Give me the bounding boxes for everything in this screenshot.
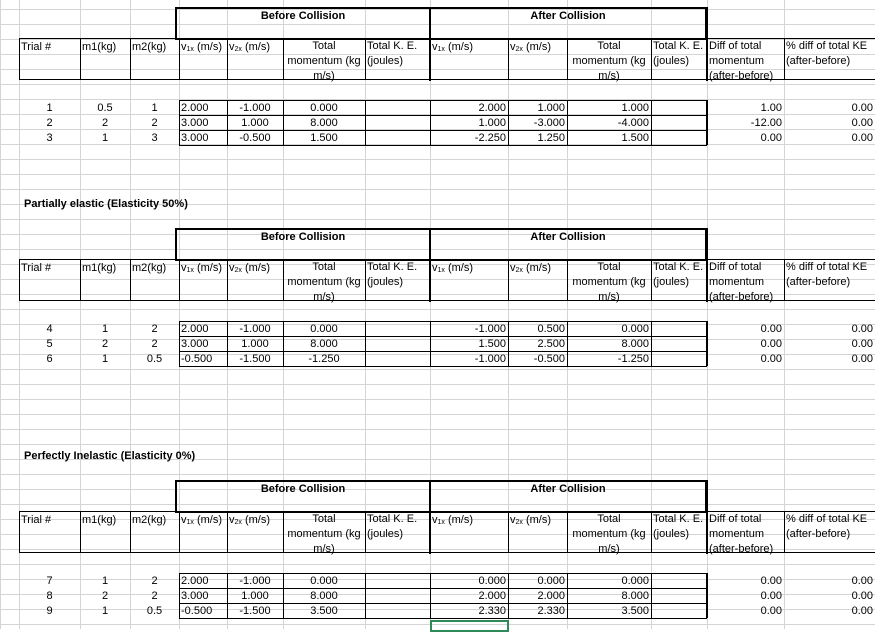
- table-cell-v2a[interactable]: 2.500: [537, 338, 565, 350]
- table-cell-dp[interactable]: 0.00: [760, 575, 782, 587]
- velocity-subscript: 2x: [515, 267, 523, 274]
- table-cell-pa[interactable]: 8.000: [621, 338, 649, 350]
- table-cell-pa[interactable]: 0.000: [621, 323, 649, 335]
- velocity-subscript: 2x: [515, 519, 523, 526]
- velocity-units: (m/s): [193, 262, 223, 274]
- velocity-symbol: v: [229, 41, 235, 53]
- table-cell-m1[interactable]: 2: [101, 590, 109, 602]
- data-bottom-border: [179, 618, 707, 619]
- table-cell-kea[interactable]: [651, 589, 707, 603]
- table-cell-v2a[interactable]: 0.000: [537, 575, 565, 587]
- table-cell-v1a[interactable]: -2.250: [474, 132, 506, 144]
- column-header-total-ke-after[interactable]: Total K. E. (joules): [653, 40, 704, 67]
- table-cell-dke[interactable]: 0.00: [851, 590, 873, 602]
- table-cell-v2b[interactable]: 1.000: [241, 338, 269, 350]
- table-cell-m2[interactable]: 3: [151, 132, 158, 144]
- table-cell-keb[interactable]: [365, 322, 430, 336]
- table-cell-dp[interactable]: 0.00: [760, 132, 782, 144]
- velocity-subscript: 2x: [515, 46, 523, 53]
- velocity-symbol: v: [229, 262, 235, 274]
- table-cell-dp[interactable]: 0.00: [760, 323, 782, 335]
- table-cell-dke[interactable]: 0.00: [851, 117, 873, 129]
- table-cell-v1a[interactable]: -1.000: [474, 353, 506, 365]
- table-cell-keb[interactable]: [365, 574, 430, 588]
- column-header-trial[interactable]: Trial #: [21, 262, 52, 274]
- table-cell-v2b[interactable]: -1.000: [239, 323, 271, 335]
- after-collision-header: After Collision: [530, 231, 606, 243]
- table-cell-pb[interactable]: 8.000: [310, 338, 338, 350]
- table-cell-keb[interactable]: [365, 352, 430, 366]
- table-cell-pb[interactable]: 8.000: [310, 117, 338, 129]
- table-cell-m2[interactable]: 2: [151, 590, 158, 602]
- data-bottom-border: [179, 145, 707, 146]
- table-cell-v2b[interactable]: -1.500: [239, 605, 271, 617]
- table-cell-v2a[interactable]: 1.000: [537, 102, 565, 114]
- table-cell-kea[interactable]: [651, 101, 707, 115]
- table-cell-dp[interactable]: 1.00: [760, 102, 782, 114]
- table-cell-trial[interactable]: 7: [46, 575, 53, 587]
- data-bottom-border: [179, 366, 707, 367]
- table-cell-pb[interactable]: 0.000: [310, 102, 338, 114]
- velocity-symbol: v: [181, 514, 187, 526]
- velocity-symbol: v: [432, 514, 438, 526]
- velocity-subscript: 1x: [437, 46, 445, 53]
- velocity-symbol: v: [510, 514, 516, 526]
- table-cell-trial[interactable]: 4: [46, 323, 53, 335]
- table-cell-m1[interactable]: 1: [101, 575, 109, 587]
- before-collision-header: Before Collision: [260, 231, 346, 243]
- table-cell-pb[interactable]: 8.000: [310, 590, 338, 602]
- table-cell-m2[interactable]: 0.5: [146, 353, 163, 365]
- table-cell-v2a[interactable]: -0.500: [533, 353, 565, 365]
- column-header-total-ke-after[interactable]: Total K. E. (joules): [653, 261, 704, 288]
- column-header-total-momentum-before[interactable]: Total momentum (kg m/s): [287, 261, 361, 303]
- table-cell-v1a[interactable]: 0.000: [478, 575, 506, 587]
- table-cell-keb[interactable]: [365, 604, 430, 618]
- before-collision-header: Before Collision: [260, 10, 346, 22]
- table-cell-pb[interactable]: -1.250: [308, 353, 340, 365]
- velocity-units: (m/s): [444, 41, 474, 53]
- table-cell-v1b[interactable]: 2.000: [181, 575, 209, 587]
- table-cell-kea[interactable]: [651, 352, 707, 366]
- velocity-units: (m/s): [522, 41, 552, 53]
- table-cell-v1a[interactable]: 1.000: [478, 117, 506, 129]
- table-cell-v1b[interactable]: 3.000: [181, 117, 209, 129]
- table-cell-dke[interactable]: 0.00: [851, 605, 873, 617]
- table-cell-dp[interactable]: 0.00: [760, 605, 782, 617]
- table-cell-keb[interactable]: [365, 116, 430, 130]
- table-cell-m1[interactable]: 1: [101, 132, 109, 144]
- column-header-trial[interactable]: Trial #: [21, 41, 52, 53]
- column-header-total-momentum-before[interactable]: Total momentum (kg m/s): [287, 513, 361, 555]
- table-cell-v2b[interactable]: -0.500: [239, 132, 271, 144]
- table-cell-dp[interactable]: -12.00: [750, 117, 782, 129]
- column-header-total-momentum-before[interactable]: Total momentum (kg m/s): [287, 40, 361, 82]
- velocity-units: (m/s): [522, 514, 552, 526]
- column-header-v1x-after[interactable]: [430, 261, 508, 275]
- table-cell-v2b[interactable]: 1.000: [241, 117, 269, 129]
- table-cell-kea[interactable]: [651, 337, 707, 351]
- column-header-v2x-after[interactable]: [508, 40, 567, 54]
- table-cell-m2[interactable]: 2: [151, 338, 158, 350]
- table-cell-dke[interactable]: 0.00: [851, 102, 873, 114]
- table-cell-trial[interactable]: 3: [46, 132, 53, 144]
- after-collision-header: After Collision: [530, 10, 606, 22]
- column-header-pct-diff-ke[interactable]: % diff of total KE (after-before): [786, 40, 868, 67]
- velocity-units: (m/s): [444, 514, 474, 526]
- table-cell-keb[interactable]: [365, 131, 430, 145]
- velocity-subscript: 1x: [186, 267, 194, 274]
- table-cell-m2[interactable]: 2: [151, 117, 158, 129]
- table-cell-kea[interactable]: [651, 116, 707, 130]
- table-cell-v1a[interactable]: 1.500: [478, 338, 506, 350]
- table-cell-v1b[interactable]: 2.000: [181, 323, 209, 335]
- table-cell-m2[interactable]: 1: [151, 102, 158, 114]
- table-cell-v1a[interactable]: 2.330: [478, 605, 506, 617]
- table-cell-pa[interactable]: 1.500: [621, 132, 649, 144]
- table-cell-kea[interactable]: [651, 574, 707, 588]
- table-cell-pa[interactable]: -4.000: [617, 117, 649, 129]
- velocity-symbol: v: [181, 262, 187, 274]
- after-collision-header: After Collision: [530, 483, 606, 495]
- table-cell-dke[interactable]: 0.00: [851, 575, 873, 587]
- table-cell-pa[interactable]: -1.250: [617, 353, 649, 365]
- table-cell-v1a[interactable]: -1.000: [474, 323, 506, 335]
- table-cell-kea[interactable]: [651, 322, 707, 336]
- table-cell-pa[interactable]: 0.000: [621, 575, 649, 587]
- velocity-subscript: 2x: [234, 46, 242, 53]
- table-cell-dp[interactable]: 0.00: [760, 353, 782, 365]
- table-cell-trial[interactable]: 1: [46, 102, 53, 114]
- velocity-units: (m/s): [444, 262, 474, 274]
- velocity-symbol: v: [510, 41, 516, 53]
- column-header-pct-diff-ke[interactable]: % diff of total KE (after-before): [786, 513, 868, 540]
- table-cell-m1[interactable]: 2: [101, 117, 109, 129]
- velocity-units: (m/s): [193, 41, 223, 53]
- velocity-units: (m/s): [193, 514, 223, 526]
- column-header-v2x-after[interactable]: [508, 261, 567, 275]
- table-cell-v2a[interactable]: 2.000: [537, 590, 565, 602]
- column-header-diff-momentum[interactable]: Diff of total momentum (after-before): [709, 513, 774, 555]
- velocity-symbol: v: [229, 514, 235, 526]
- table-cell-m1[interactable]: 1: [101, 353, 109, 365]
- section-title: Partially elastic (Elasticity 50%): [24, 198, 188, 210]
- column-header-m2[interactable]: m2(kg): [132, 41, 167, 53]
- velocity-units: (m/s): [522, 262, 552, 274]
- table-cell-v2b[interactable]: -1.500: [239, 353, 271, 365]
- table-cell-m1[interactable]: 1: [101, 605, 109, 617]
- table-cell-v1b[interactable]: 3.000: [181, 590, 209, 602]
- column-header-v1x-after[interactable]: [430, 513, 508, 527]
- table-cell-kea[interactable]: [651, 131, 707, 145]
- table-cell-v2b[interactable]: -1.000: [239, 102, 271, 114]
- column-header-total-momentum-after[interactable]: Total momentum (kg m/s): [572, 261, 646, 303]
- column-header-m1[interactable]: m1(kg): [82, 262, 117, 274]
- column-header-total-momentum-after[interactable]: Total momentum (kg m/s): [572, 40, 646, 82]
- velocity-symbol: v: [432, 262, 438, 274]
- table-cell-kea[interactable]: [651, 604, 707, 618]
- column-header-v1x-before[interactable]: [179, 261, 227, 275]
- column-header-total-ke-before[interactable]: Total K. E. (joules): [367, 40, 418, 67]
- selected-cell[interactable]: [430, 620, 509, 632]
- table-cell-pb[interactable]: 1.500: [310, 132, 338, 144]
- velocity-subscript: 1x: [437, 519, 445, 526]
- column-header-v1x-after[interactable]: [430, 40, 508, 54]
- table-cell-keb[interactable]: [365, 337, 430, 351]
- table-cell-pa[interactable]: 1.000: [621, 102, 649, 114]
- column-header-total-ke-before[interactable]: Total K. E. (joules): [367, 513, 418, 540]
- table-cell-trial[interactable]: 2: [46, 117, 53, 129]
- table-cell-pb[interactable]: 0.000: [310, 323, 338, 335]
- table-cell-m1[interactable]: 0.5: [97, 102, 113, 114]
- table-cell-trial[interactable]: 5: [46, 338, 53, 350]
- table-cell-v1b[interactable]: 3.000: [181, 132, 209, 144]
- table-cell-pb[interactable]: 3.500: [310, 605, 338, 617]
- table-cell-dke[interactable]: 0.00: [851, 132, 873, 144]
- table-cell-v2b[interactable]: -1.000: [239, 575, 271, 587]
- table-cell-dke[interactable]: 0.00: [851, 353, 873, 365]
- table-cell-m1[interactable]: 1: [101, 323, 109, 335]
- column-header-total-ke-before[interactable]: Total K. E. (joules): [367, 261, 418, 288]
- column-header-trial[interactable]: Trial #: [21, 514, 52, 526]
- table-cell-v1b[interactable]: 2.000: [181, 102, 209, 114]
- table-cell-trial[interactable]: 8: [46, 590, 53, 602]
- velocity-subscript: 1x: [186, 519, 194, 526]
- table-cell-dp[interactable]: 0.00: [760, 590, 782, 602]
- column-header-v2x-before[interactable]: [227, 261, 283, 275]
- table-cell-dke[interactable]: 0.00: [851, 338, 873, 350]
- table-cell-v2a[interactable]: 0.500: [537, 323, 565, 335]
- velocity-subscript: 1x: [437, 267, 445, 274]
- column-header-v1x-before[interactable]: [179, 513, 227, 527]
- table-cell-pa[interactable]: 3.500: [621, 605, 649, 617]
- column-header-m2[interactable]: m2(kg): [132, 514, 167, 526]
- table-cell-pa[interactable]: 8.000: [621, 590, 649, 602]
- velocity-units: (m/s): [241, 41, 271, 53]
- table-cell-dke[interactable]: 0.00: [851, 323, 873, 335]
- table-cell-m2[interactable]: 0.5: [146, 605, 163, 617]
- column-header-m1[interactable]: m1(kg): [82, 41, 117, 53]
- table-cell-v2b[interactable]: 1.000: [241, 590, 269, 602]
- table-cell-v2a[interactable]: 1.250: [537, 132, 565, 144]
- table-cell-v2a[interactable]: 2.330: [537, 605, 565, 617]
- table-cell-keb[interactable]: [365, 589, 430, 603]
- column-header-diff-momentum[interactable]: Diff of total momentum (after-before): [709, 40, 774, 82]
- velocity-subscript: 2x: [234, 267, 242, 274]
- table-cell-dp[interactable]: 0.00: [760, 338, 782, 350]
- velocity-symbol: v: [432, 41, 438, 53]
- table-cell-m2[interactable]: 2: [151, 323, 158, 335]
- column-header-pct-diff-ke[interactable]: % diff of total KE (after-before): [786, 261, 868, 288]
- velocity-subscript: 1x: [186, 46, 194, 53]
- table-cell-v1b[interactable]: -0.500: [181, 353, 213, 365]
- table-cell-v1a[interactable]: 2.000: [478, 590, 506, 602]
- table-cell-trial[interactable]: 6: [46, 353, 53, 365]
- before-collision-header: Before Collision: [260, 483, 346, 495]
- table-cell-v1b[interactable]: -0.500: [181, 605, 213, 617]
- column-header-v2x-before[interactable]: [227, 513, 283, 527]
- velocity-symbol: v: [181, 41, 187, 53]
- table-cell-m2[interactable]: 2: [151, 575, 158, 587]
- table-cell-pb[interactable]: 0.000: [310, 575, 338, 587]
- velocity-units: (m/s): [241, 514, 271, 526]
- column-header-total-ke-after[interactable]: Total K. E. (joules): [653, 513, 704, 540]
- table-cell-keb[interactable]: [365, 101, 430, 115]
- column-header-v2x-before[interactable]: [227, 40, 283, 54]
- table-cell-v1a[interactable]: 2.000: [478, 102, 506, 114]
- table-cell-m1[interactable]: 2: [101, 338, 109, 350]
- column-header-m2[interactable]: m2(kg): [132, 262, 167, 274]
- velocity-units: (m/s): [241, 262, 271, 274]
- velocity-subscript: 2x: [234, 519, 242, 526]
- table-cell-trial[interactable]: 9: [46, 605, 53, 617]
- column-header-v2x-after[interactable]: [508, 513, 567, 527]
- column-header-total-momentum-after[interactable]: Total momentum (kg m/s): [572, 513, 646, 555]
- column-header-v1x-before[interactable]: [179, 40, 227, 54]
- velocity-symbol: v: [510, 262, 516, 274]
- section-title: Perfectly Inelastic (Elasticity 0%): [24, 450, 196, 462]
- column-header-m1[interactable]: m1(kg): [82, 514, 117, 526]
- table-cell-v1b[interactable]: 3.000: [181, 338, 209, 350]
- column-header-diff-momentum[interactable]: Diff of total momentum (after-before): [709, 261, 774, 303]
- table-cell-v2a[interactable]: -3.000: [533, 117, 565, 129]
